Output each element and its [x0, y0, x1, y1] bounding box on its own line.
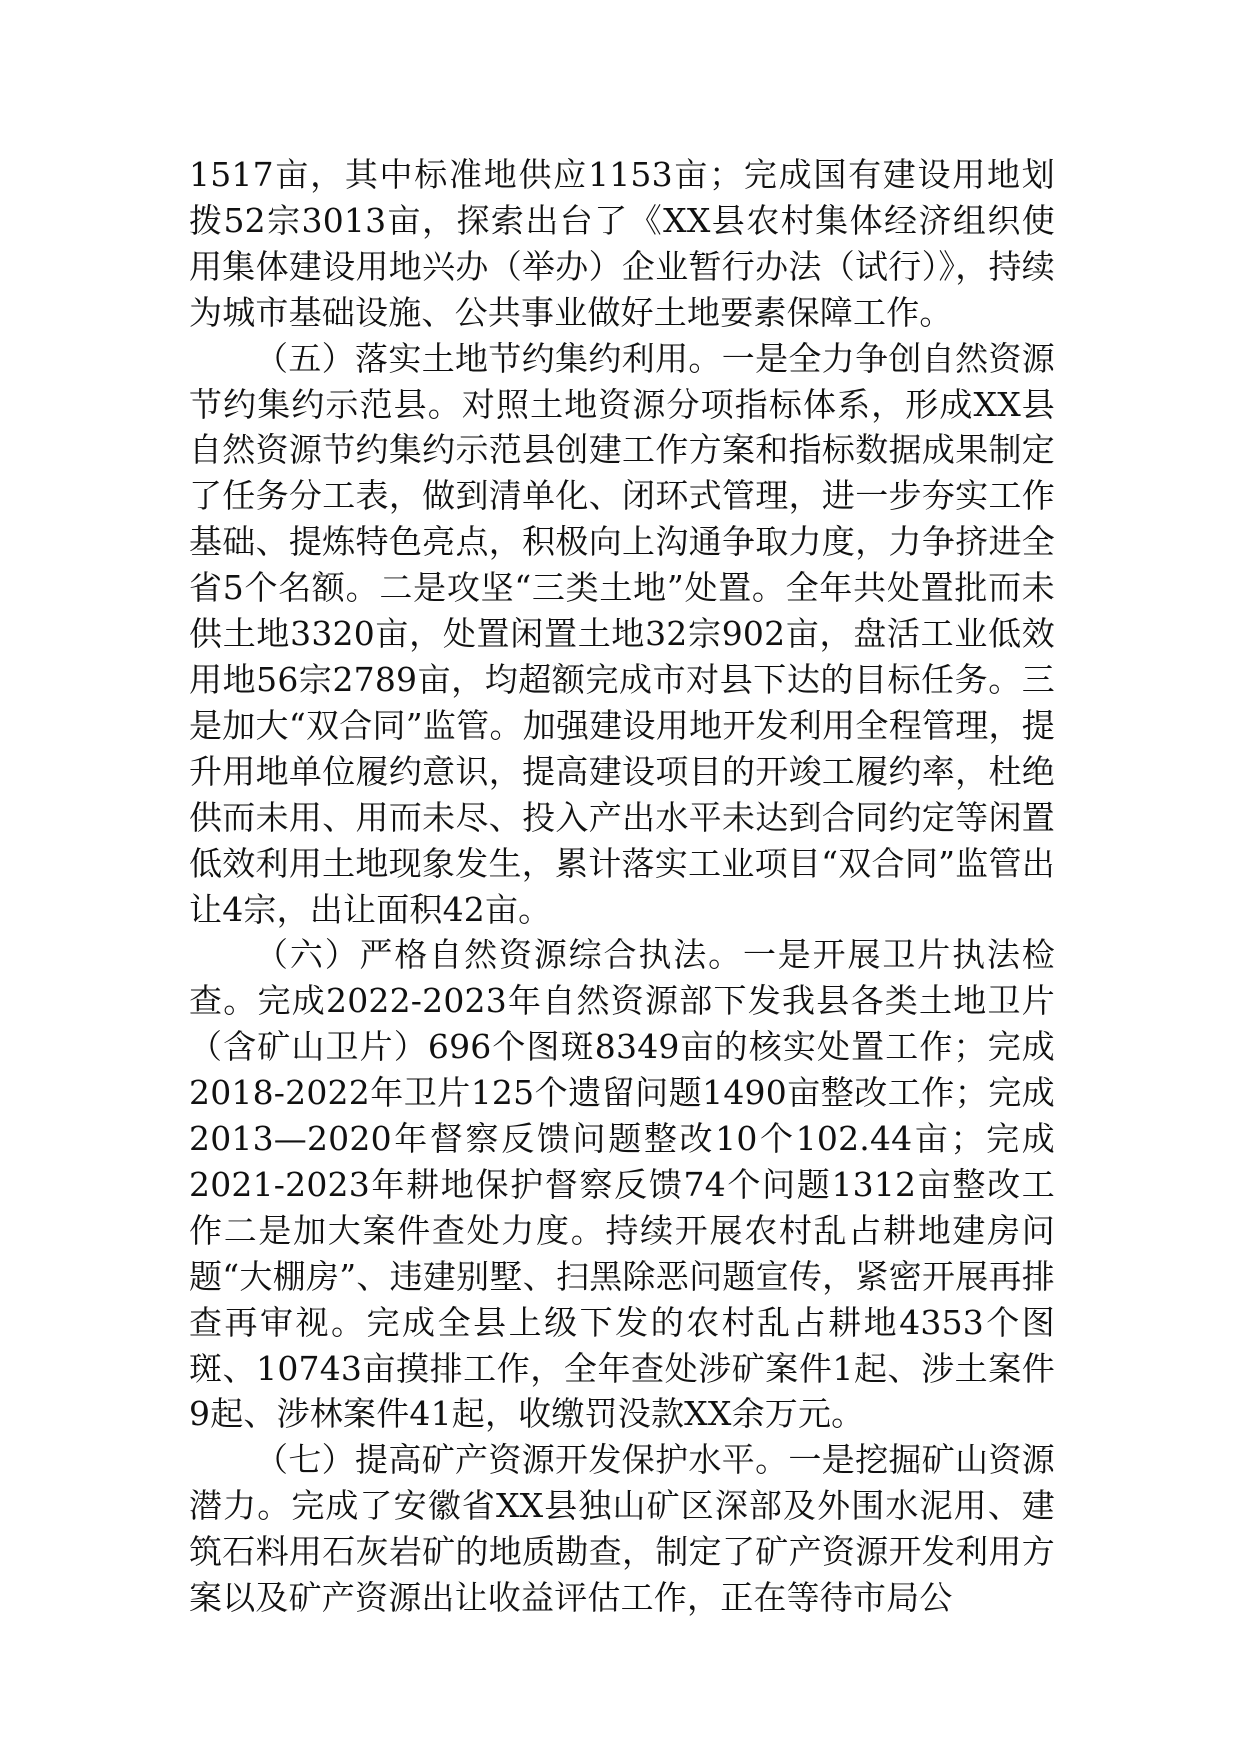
paragraph-section-6: （六）严格自然资源综合执法。一是开展卫片执法检查。完成2022-2023年自然资源部下发我县各类土地卫片（含矿山卫片）696个图斑8349亩的核实处置工作；完成2018-2022年卫片125个遗留问题1490亩整改工作；完成2013—2020年督察反馈问题整改10个102.44亩；完成2021-2023年耕地保护督察反馈74个问题1312亩整改工作二是加大案件查处力度。持续开展农村乱占耕地建房问题“大棚房”、违建别墅、扫黑除恶问题宣传，紧密开展再排查再审视。完成全县上级下发的农村乱占耕地4353个图斑、10743亩摸排工作，全年查处涉矿案件1起、涉土案件9起、涉林案件41起，收缴罚没款XX余万元。	[189, 935, 1055, 1434]
paragraph-section-5: （五）落实土地节约集约利用。一是全力争创自然资源节约集约示范县。对照土地资源分项指标体系，形成XX县自然资源节约集约示范县创建工作方案和指标数据成果制定了任务分工表，做到清单化、闭环式管理，进一步夯实工作基础、提炼特色亮点，积极向上沟通争取力度，力争挤进全省5个名额。二是攻坚“三类土地”处置。全年共处置批而未供土地3320亩，处置闲置土地32宗902亩，盘活工业低效用地56宗2789亩，均超额完成市对县下达的目标任务。三是加大“双合同”监管。加强建设用地开发利用全程管理，提升用地单位履约意识，提高建设项目的开竣工履约率，杜绝供而未用、用而未尽、投入产出水平未达到合同约定等闲置低效利用土地现象发生，累计落实工业项目“双合同”监管出让4宗，出让面积42亩。	[189, 338, 1055, 929]
paragraph-continuation: 1517亩，其中标准地供应1153亩；完成国有建设用地划拨52宗3013亩，探索出台了《XX县农村集体经济组织使用集体建设用地兴办（举办）企业暂行办法（试行）》，持续为城市基础设施、公共事业做好土地要素保障工作。	[189, 155, 1055, 332]
document-page	[189, 152, 1055, 1621]
paragraph-section-7: （七）提高矿产资源开发保护水平。一是挖掘矿山资源潜力。完成了安徽省XX县独山矿区深部及外围水泥用、建筑石料用石灰岩矿的地质勘查，制定了矿产资源开发利用方案以及矿产资源出让收益评估工作，正在等待市局公	[189, 1440, 1055, 1618]
